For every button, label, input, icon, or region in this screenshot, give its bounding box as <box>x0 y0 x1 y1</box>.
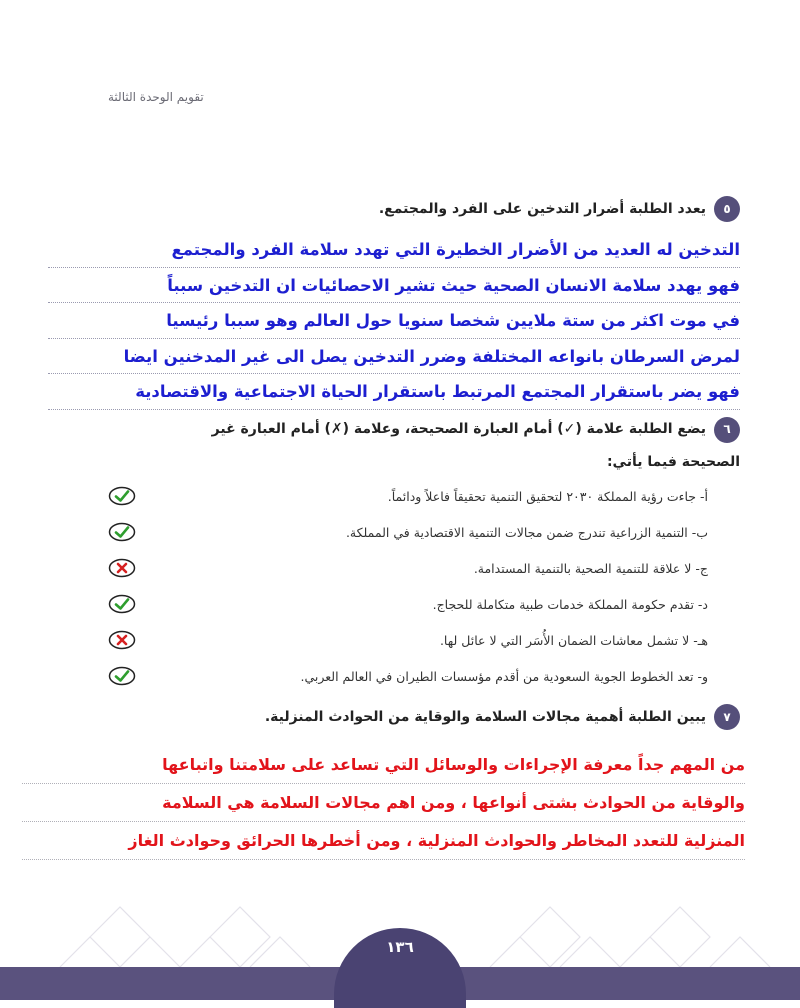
question-5-number: ٥ <box>714 196 740 222</box>
answer-line: فهو يهدد سلامة الانسان الصحية حيث تشير الاحصائيات ان التدخين سبباً <box>48 268 740 304</box>
decorative-pattern <box>480 895 780 967</box>
question-5-text: يعدد الطلبة أضرار التدخين على الفرد والمجتمع. <box>378 201 706 217</box>
statement-text: ب- التنمية الزراعية تندرج ضمن مجالات التنمية الاقتصادية في المملكة. <box>345 524 708 540</box>
list-item <box>108 622 708 658</box>
list-item <box>108 658 708 694</box>
answer-line: التدخين له العديد من الأضرار الخطيرة التي تهدد سلامة الفرد والمجتمع <box>48 232 740 268</box>
statement-text: هـ- لا تشمل معاشات الضمان الأُسَر التي لا عائل لها. <box>439 632 708 648</box>
answer-line: لمرض السرطان بانواعه المختلفة وضرر التدخين يصل الى غير المدخنين ايضا <box>48 339 740 375</box>
check-icon <box>108 522 136 542</box>
check-icon <box>108 666 136 686</box>
question-7-heading <box>265 704 740 730</box>
answer-line: في موت اكثر من ستة ملايين شخصا سنويا حول العالم وهو سببا رئيسيا <box>48 303 740 339</box>
answer-line: فهو يضر باستقرار المجتمع المرتبط باستقرار الحياة الاجتماعية والاقتصادية <box>48 374 740 410</box>
decorative-pattern <box>20 895 320 967</box>
true-false-list <box>108 478 708 694</box>
cross-icon <box>108 630 136 650</box>
question-6-text: يضع الطلبة علامة (✓) أمام العبارة الصحيحة، وعلامة (✗) أمام العبارة غير <box>211 421 706 437</box>
question-7-number: ٧ <box>714 704 740 730</box>
question-7-answer <box>22 746 745 860</box>
statement-text: أ- جاءت رؤية المملكة ٢٠٣٠ لتحقيق التنمية تحقيقاً فاعلاً ودائماً. <box>387 488 708 504</box>
question-6-text-continued: الصحيحة فيما يأتي: <box>606 454 740 470</box>
list-item <box>108 514 708 550</box>
cross-icon <box>108 558 136 578</box>
answer-line: المنزلية للتعدد المخاطر والحوادث المنزلية ، ومن أخطرها الحرائق وحوادث الغاز <box>22 822 745 860</box>
question-6-number: ٦ <box>714 417 740 443</box>
statement-text: ج- لا علاقة للتنمية الصحية بالتنمية المستدامة. <box>473 560 708 576</box>
check-icon <box>108 486 136 506</box>
check-icon <box>108 594 136 614</box>
question-6-heading <box>108 413 740 479</box>
list-item <box>108 586 708 622</box>
question-5-answer <box>48 232 740 410</box>
statement-text: و- تعد الخطوط الجوية السعودية من أقدم مؤسسات الطيران في العالم العربي. <box>300 668 708 684</box>
list-item <box>108 550 708 586</box>
question-7-text: يبين الطلبة أهمية مجالات السلامة والوقاية من الحوادث المنزلية. <box>264 709 706 725</box>
list-item <box>108 478 708 514</box>
question-5-heading <box>379 196 740 222</box>
unit-title: تقويم الوحدة الثالثة <box>108 90 204 104</box>
page-number: ١٣٦ <box>386 938 414 956</box>
answer-line: من المهم جداً معرفة الإجراءات والوسائل التي تساعد على سلامتنا واتباعها <box>22 746 745 784</box>
statement-text: د- تقدم حكومة المملكة خدمات طبية متكاملة للحجاج. <box>432 596 708 612</box>
answer-line: والوقاية من الحوادث بشتى أنواعها ، ومن اهم مجالات السلامة هي السلامة <box>22 784 745 822</box>
